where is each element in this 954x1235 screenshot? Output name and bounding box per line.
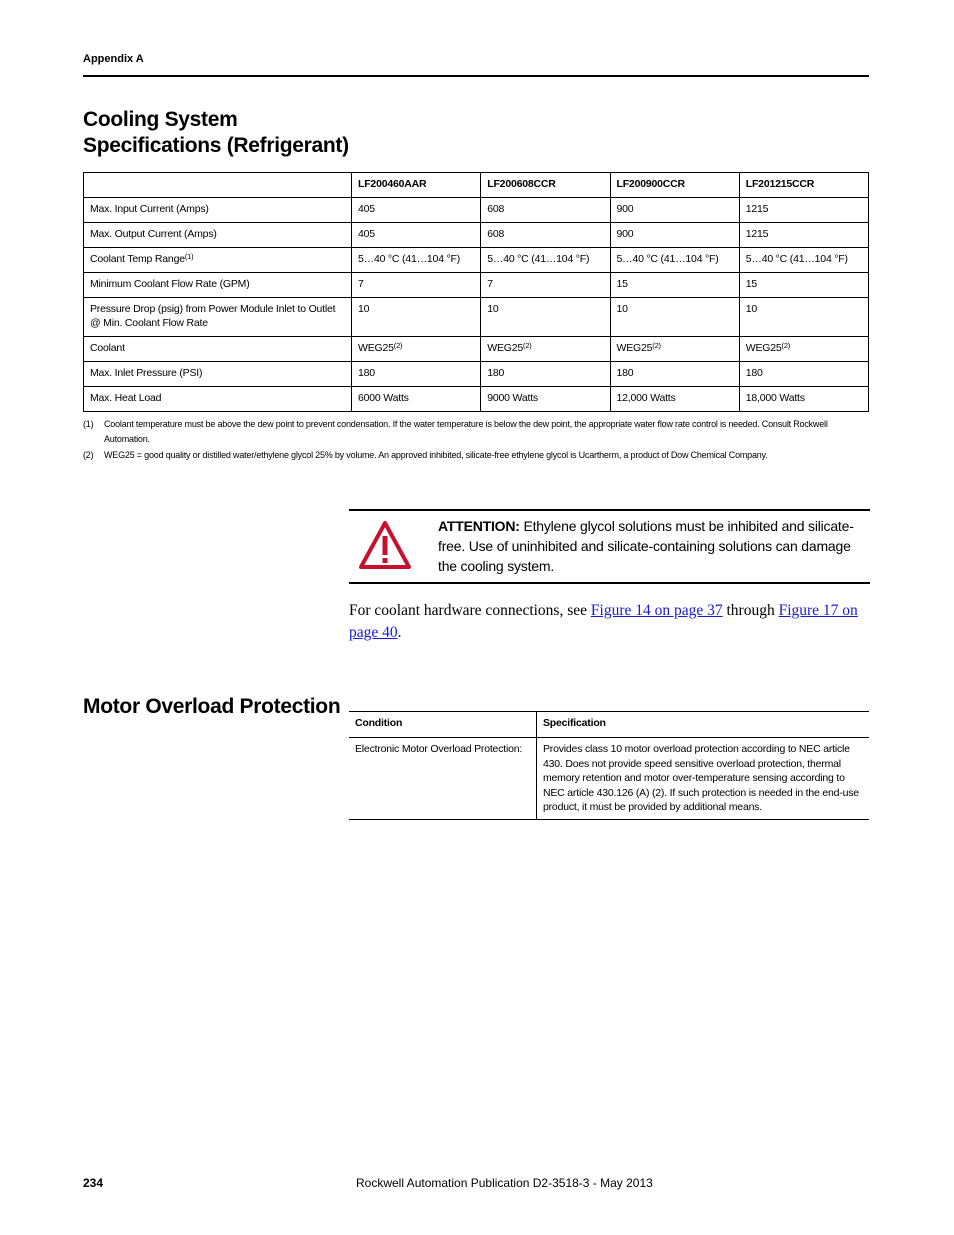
specification-cell: Provides class 10 motor overload protection according to NEC article 430. Does not provide speed sensitive overload protection, thermal memory retention and motor over-temperature sensing according to NEC article 430.126 (A) (2). If such protection is needed in the end-use product, it must be provided by additional means. — [537, 738, 870, 820]
row-label: Max. Output Current (Amps) — [84, 223, 352, 248]
header-divider — [83, 75, 869, 77]
table-row — [84, 198, 869, 223]
attention-label: ATTENTION: — [438, 518, 520, 534]
column-header: LF200608CCR — [481, 173, 610, 198]
row-label: Minimum Coolant Flow Rate (GPM) — [84, 273, 352, 298]
page-number: 234 — [83, 1176, 104, 1190]
condition-cell: Electronic Motor Overload Protection: — [349, 738, 537, 820]
value-cell: 7 — [352, 273, 481, 298]
column-header: Condition — [349, 712, 537, 738]
value-cell: 15 — [610, 273, 739, 298]
footnote-ref: (2) — [781, 341, 791, 350]
footnote-text: Coolant temperature must be above the dew point to prevent condensation. If the water temperature is below the dew point, the appropriate water flow rate control is needed. Consult Rockwell Automation. — [104, 419, 828, 444]
attention-bottom-rule — [349, 582, 870, 584]
row-label: Coolant — [84, 337, 352, 362]
footnote — [83, 417, 869, 449]
figure-14-link[interactable]: Figure 14 on page 37 — [590, 602, 723, 619]
cooling-section-title — [83, 107, 349, 159]
value-cell: 405 — [352, 223, 481, 248]
table-row — [84, 362, 869, 387]
table-row — [349, 738, 869, 820]
value-cell: 1215 — [739, 198, 868, 223]
table-row — [84, 223, 869, 248]
value-cell: WEG25$^{(2)}$ — [739, 337, 868, 362]
motor-overload-table — [349, 711, 869, 820]
paragraph-text: . — [397, 624, 402, 641]
footnote-text: WEG25 = good quality or distilled water/ethylene glycol 25% by volume. An approved inhibited, silicate-free ethylene glycol is Ucartherm, a product of Dow Chemical Company. — [104, 450, 768, 460]
value-cell: 5…40 °C (41…104 °F) — [739, 248, 868, 273]
row-label: Max. Input Current (Amps) — [84, 198, 352, 223]
value-cell: 6000 Watts — [352, 387, 481, 412]
value-cell: 7 — [481, 273, 610, 298]
footnote-number: (2) — [83, 450, 94, 460]
column-header: LF200460AAR — [352, 173, 481, 198]
footnote-number: (1) — [83, 419, 94, 429]
section-header: Appendix A — [83, 53, 144, 65]
value-cell: 1215 — [739, 223, 868, 248]
value-cell: 180 — [481, 362, 610, 387]
attention-top-rule — [349, 509, 870, 511]
value-cell: 180 — [610, 362, 739, 387]
paragraph-text: through — [722, 602, 779, 619]
table-header-row — [84, 173, 869, 198]
column-header — [84, 173, 352, 198]
column-header: LF201215CCR — [739, 173, 868, 198]
table-header-row — [349, 712, 869, 738]
warning-triangle-icon — [358, 520, 412, 570]
footnote-ref: (2) — [523, 341, 532, 350]
value-cell: 10 — [610, 298, 739, 337]
motor-section-title: Motor Overload Protection — [83, 695, 341, 718]
column-header: LF200900CCR — [610, 173, 739, 198]
hardware-connections-paragraph — [349, 600, 869, 644]
footnote-ref: (1) — [184, 252, 194, 261]
cooling-spec-table — [83, 172, 869, 412]
value-cell: 5…40 °C (41…104 °F) — [481, 248, 610, 273]
cooling-title-line1: Cooling System — [83, 108, 238, 131]
row-label: Max. Inlet Pressure (PSI) — [84, 362, 352, 387]
value-cell: 5…40 °C (41…104 °F) — [610, 248, 739, 273]
column-header: Specification — [537, 712, 870, 738]
table-row — [84, 337, 869, 362]
attention-message — [438, 516, 858, 576]
value-cell: 10 — [739, 298, 868, 337]
value-cell: 9000 Watts — [481, 387, 610, 412]
table-row — [84, 248, 869, 273]
table-row — [84, 273, 869, 298]
footnote — [83, 448, 869, 464]
value-cell: 608 — [481, 198, 610, 223]
value-cell: 18,000 Watts — [739, 387, 868, 412]
value-cell: 900 — [610, 198, 739, 223]
value-cell: 12,000 Watts — [610, 387, 739, 412]
cooling-title-line2: Specifications (Refrigerant) — [83, 134, 349, 157]
row-label: Coolant Temp Range$^{(1)}$ — [84, 248, 352, 273]
value-cell: 10 — [481, 298, 610, 337]
value-cell: WEG25$^{(2)}$ — [352, 337, 481, 362]
row-label: Pressure Drop (psig) from Power Module Inlet to Outlet @ Min. Coolant Flow Rate — [84, 298, 352, 337]
attention-text: Ethylene glycol solutions must be inhibited and silicate-free. Use of uninhibited and silicate-containing solutions can damage the cooling system. — [438, 518, 854, 574]
value-cell: 15 — [739, 273, 868, 298]
publication-info: Rockwell Automation Publication D2-3518-3 - May 2013 — [356, 1176, 653, 1190]
table-row — [84, 298, 869, 337]
value-cell: 180 — [739, 362, 868, 387]
value-cell: 405 — [352, 198, 481, 223]
value-cell: 180 — [352, 362, 481, 387]
value-cell: 608 — [481, 223, 610, 248]
figure-17-link[interactable]: Figure 17 on page 40 — [349, 602, 858, 641]
table-row — [84, 387, 869, 412]
value-cell: WEG25$^{(2)}$ — [481, 337, 610, 362]
footnote-ref: (2) — [393, 341, 403, 350]
footnote-ref: (2) — [652, 341, 661, 350]
paragraph-text: For coolant hardware connections, see — [349, 602, 591, 619]
value-cell: 10 — [352, 298, 481, 337]
value-cell: 5…40 °C (41…104 °F) — [352, 248, 481, 273]
value-cell: 900 — [610, 223, 739, 248]
value-cell: WEG25$^{(2)}$ — [610, 337, 739, 362]
row-label: Max. Heat Load — [84, 387, 352, 412]
